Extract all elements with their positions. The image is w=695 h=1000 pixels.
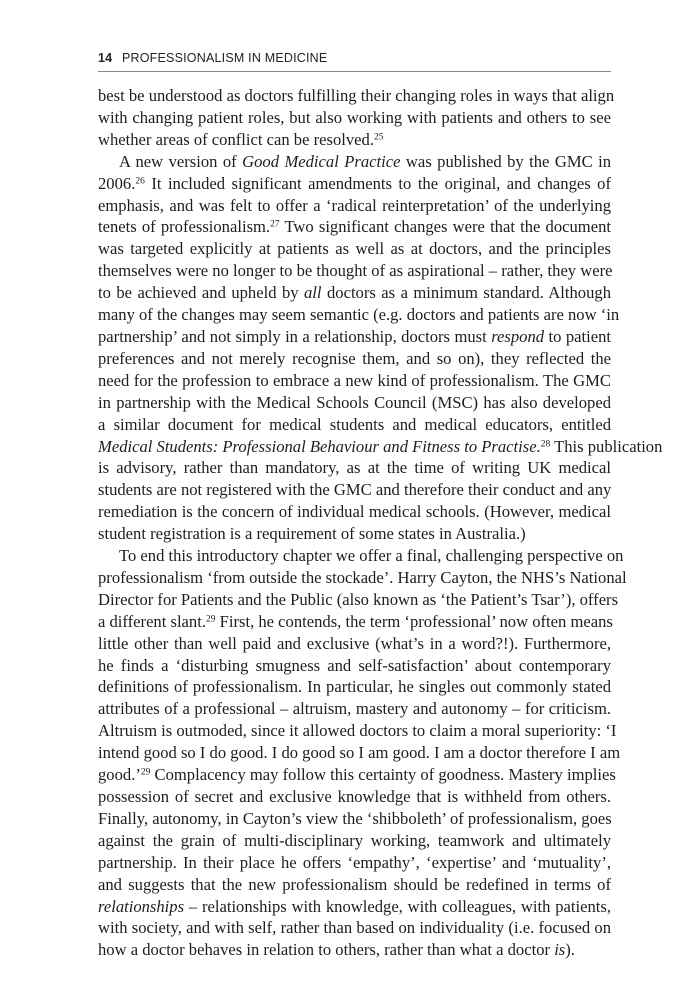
text-line [98,304,620,326]
text-segment: preferences and not merely recognise them, and so on), they reflected the [98,348,611,368]
italic-text: all [304,283,322,303]
text-line [98,173,611,195]
text-segment: partnership. In their place he offers ‘empathy’, ‘expertise’ and ‘mutuality’, [98,852,611,872]
text-segment: to patient [544,326,611,346]
text-segment: doctors as a minimum standard. Although [321,283,611,303]
running-title: PROFESSIONALISM IN MEDICINE [122,51,328,65]
text-line [98,786,611,808]
text-line [98,348,611,370]
text-line [98,808,611,830]
text-line [98,238,611,260]
text-line [98,85,615,107]
text-segment: and suggests that the new professionalism should be redefined in terms of [98,874,611,894]
text-line [98,742,621,764]
text-segment: – relationships with knowledge, with colleagues, with patients, [184,896,611,916]
text-segment: A new version of [119,151,243,171]
text-line [98,260,611,282]
text-line [98,107,611,129]
text-segment: intend good so I do good. I do good so I am good. I am a doctor therefore I am [98,743,621,763]
text-line [98,830,611,852]
footnote-reference: 29 [205,614,216,625]
page-header [98,51,611,72]
text-segment: remediation is the concern of individual medical schools. (However, medical [98,502,611,522]
text-line [98,896,611,918]
text-segment: little other than well paid and exclusive (what’s in a word?!). Furthermore, [98,633,611,653]
text-line [98,282,611,304]
text-segment: To end this introductory chapter we offer a final, challenging perspective on [119,546,624,566]
text-segment: tenets of professionalism. [98,217,271,237]
text-segment: ). [565,940,575,960]
text-line [98,874,611,896]
text-segment: possession of secret and exclusive knowledge that is withheld from others. [98,787,611,806]
text-line [98,129,611,151]
text-segment: need for the profession to embrace a new kind of professionalism. The GMC [98,370,611,390]
italic-text: Medical Students: Professional Behaviour and Fitness to Practise. [98,436,541,456]
footnote-reference: 26 [135,175,145,186]
text-segment: how a doctor behaves in relation to others, rather than what a doctor [98,940,555,960]
text-segment: student registration is a requirement of some states in Australia.) [98,524,526,544]
text-segment: whether areas of conflict can be resolved. [98,129,374,149]
italic-text: respond [491,326,545,346]
text-segment: was published by the GMC in [400,151,611,171]
text-line [98,698,611,720]
body-text [98,85,663,961]
text-line [98,414,611,436]
text-line [98,195,611,217]
text-line [98,392,611,414]
text-segment: in partnership with the Medical Schools Council (MSC) has also developed [98,392,611,412]
text-segment: students are not registered with the GMC and therefore their conduct and any [98,480,612,500]
text-segment: a similar document for medical students and medical educators, entitled [98,414,611,434]
text-line [98,370,611,392]
text-segment: definitions of professionalism. In particular, he singles out commonly stated [98,677,611,697]
text-line [98,479,611,501]
italic-text: Good Medical Practice [242,151,401,171]
text-segment: Finally, autonomy, in Cayton’s view the ‘shibboleth’ of professionalism, goes [98,808,612,828]
footnote-reference: 28 [540,438,551,449]
text-segment: to be achieved and upheld by [98,283,304,303]
text-segment: many of the changes may seem semantic (e.g. doctors and patients are now ‘in [98,305,620,325]
italic-text: relationships [98,896,185,916]
text-line [98,720,617,742]
text-line [98,655,611,677]
footnote-reference: 25 [373,132,384,143]
italic-text: is [554,940,566,960]
text-line [98,939,611,961]
text-line [98,589,619,611]
text-line [98,436,663,458]
text-segment: emphasis, and was felt to offer a ‘radical reinterpretation’ of the underlying [98,195,611,215]
text-segment: is advisory, rather than mandatory, as at the time of writing UK medical [98,458,611,478]
text-segment: Complacency may follow this certainty of goodness. Mastery implies [150,765,616,785]
text-segment: This publication [550,436,663,456]
text-line [98,523,611,545]
text-line [98,611,611,633]
text-line [98,151,611,173]
text-line [98,764,616,786]
text-line [98,326,611,348]
footnote-reference: 29 [140,767,151,778]
text-line [98,917,611,939]
text-segment: First, he contends, the term ‘professional’ now often means [215,611,613,631]
text-segment: best be understood as doctors fulfilling their changing roles in ways that align [98,86,615,105]
text-segment: was targeted explicitly at patients as well as at doctors, and the principles [98,239,611,259]
text-segment: It included significant amendments to the original, and changes of [144,173,611,193]
text-line [98,676,611,698]
text-segment: attributes of a professional – altruism, mastery and autonomy – for criticism. [98,699,611,719]
text-line [98,457,611,479]
text-line [98,216,611,238]
text-segment: with society, and with self, rather than based on individuality (i.e. focused on [98,918,611,938]
text-segment: 2006. [98,173,136,193]
text-segment: he finds a ‘disturbing smugness and self-satisfaction’ about contemporary [98,655,611,675]
text-segment: with changing patient roles, but also working with patients and others to see [98,107,611,127]
text-segment: against the grain of multi-disciplinary working, teamwork and ultimately [98,830,611,850]
text-segment: Director for Patients and the Public (also known as ‘the Patient’s Tsar’), offers [98,589,619,609]
text-line [98,567,627,589]
text-line [98,545,624,567]
text-line [98,633,611,655]
page-number: 14 [98,51,113,65]
text-line [98,501,611,523]
text-segment: a different slant. [98,611,206,631]
text-segment: Altruism is outmoded, since it allowed doctors to claim a moral superiority: ‘I [98,721,617,741]
text-segment: good.’ [98,765,141,785]
text-segment: professionalism ‘from outside the stockade’. Harry Cayton, the NHS’s National [98,567,627,587]
footnote-reference: 27 [270,219,280,230]
text-segment: Two significant changes were that the document [279,217,611,237]
text-segment: partnership’ and not simply in a relationship, doctors must [98,326,492,346]
text-line [98,852,611,874]
text-segment: themselves were no longer to be thought of as aspirational – rather, they were [98,261,613,281]
